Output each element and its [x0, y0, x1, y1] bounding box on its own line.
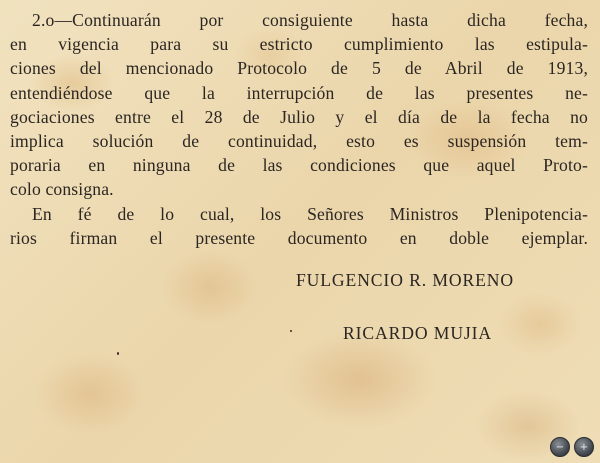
- document-page: [10, 8, 588, 250]
- paper-speck: [290, 330, 292, 332]
- text-line: en vigencia para su estricto cumplimiento las estipula-: [10, 34, 588, 55]
- text-line: colo consigna.: [10, 179, 114, 200]
- zoom-out-icon[interactable]: −: [550, 437, 570, 457]
- text-line: entendiéndose que la interrupción de las presentes ne-: [10, 82, 588, 103]
- signature-moreno: FULGENCIO R. MORENO: [296, 270, 514, 290]
- text-line: 2.o—Continuarán por consiguiente hasta dicha fecha,: [32, 10, 588, 30]
- zoom-in-icon[interactable]: +: [574, 437, 594, 457]
- paragraph-protocol-clause: [10, 8, 588, 202]
- text-line: ciones del mencionado Protocolo de 5 de Abril de 1913,: [10, 58, 588, 79]
- text-line: poraria en ninguna de las condiciones que aquel Proto-: [10, 155, 588, 176]
- paragraph-signing-statement: [10, 202, 588, 250]
- viewer-controls: [550, 437, 594, 457]
- text-line: gociaciones entre el 28 de Julio y el día de la fecha no: [10, 106, 588, 127]
- signature-mujia: RICARDO MUJIA: [343, 323, 493, 343]
- text-line: implica solución de continuidad, esto es suspensión tem-: [10, 131, 588, 152]
- paper-speck: [117, 352, 119, 355]
- text-line: rios firman el presente documento en doble ejemplar.: [10, 227, 588, 248]
- text-line: En fé de lo cual, los Señores Ministros Plenipotencia-: [32, 203, 588, 224]
